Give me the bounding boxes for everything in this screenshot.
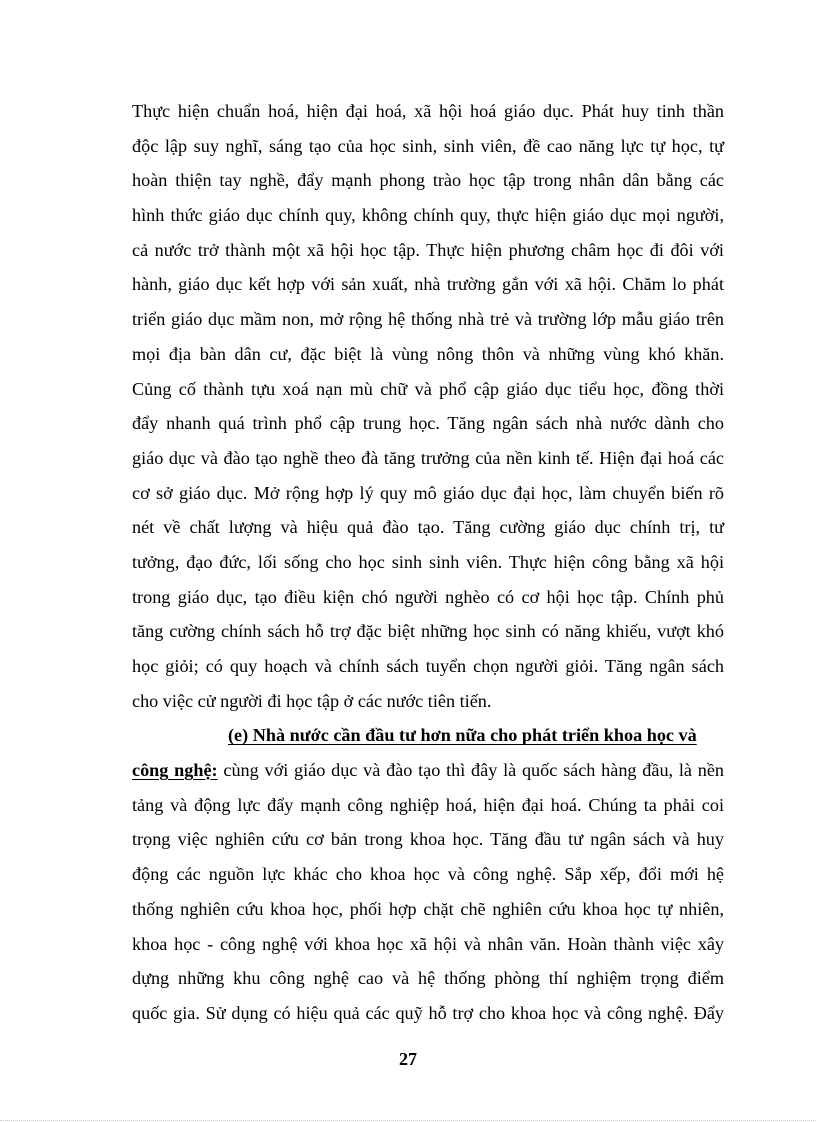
text-line: tảng và động lực đẩy mạnh công nghiệp hoá, hiện đại hoá. Chúng ta phải coi	[132, 794, 724, 815]
text-line: trong giáo dục, tạo điều kiện chó người nghèo có cơ hội học tập. Chính phủ	[132, 586, 724, 607]
text-line: hành, giáo dục kết hợp với sản xuất, nhà trường gắn với xã hội. Chăm lo phát	[132, 274, 724, 295]
text-line: hoàn thiện tay nghề, đẩy mạnh phong trào học tập trong nhân dân bằng các	[132, 170, 724, 191]
text-line: cả nước trở thành một xã hội học tập. Thực hiện phương châm học đi đôi với	[132, 239, 724, 260]
text-line: động các nguồn lực khác cho khoa học và công nghệ. Sắp xếp, đổi mới hệ	[132, 864, 724, 885]
text-line: mọi địa bàn dân cư, đặc biệt là vùng nông thôn và những vùng khó khăn.	[132, 343, 724, 364]
heading-text: (e) Nhà nước cần đầu tư hơn nữa cho phát triển khoa học và	[228, 725, 697, 746]
text-line: Thực hiện chuẩn hoá, hiện đại hoá, xã hội hoá giáo dục. Phát huy tinh thần	[132, 101, 724, 121]
section-heading-science	[132, 718, 724, 787]
page-number: 27	[399, 1049, 417, 1069]
text-line: hình thức giáo dục chính quy, không chính quy, thực hiện giáo dục mọi người,	[132, 205, 724, 226]
text-line: giáo dục và đào tạo nghề theo đà tăng trưởng của nền kinh tế. Hiện đại hoá các	[132, 447, 724, 468]
text-line: cơ sở giáo dục. Mở rộng hợp lý quy mô giáo dục đại học, làm chuyển biến rõ	[132, 482, 724, 503]
text-line: dựng những khu công nghệ cao và hệ thống phòng thí nghiệm trọng điểm	[132, 968, 724, 989]
text-line: tăng cường chính sách hỗ trợ đặc biệt những học sinh có năng khiếu, vượt khó	[132, 621, 724, 642]
text-line: học giỏi; có quy hoạch và chính sách tuyển chọn người giỏi. Tăng ngân sách	[132, 656, 724, 676]
heading-continuation: công nghệ:	[132, 760, 218, 781]
heading-line	[132, 718, 724, 753]
text-line: triển giáo dục mầm non, mở rộng hệ thống nhà trẻ và trường lớp mẫu giáo trên	[132, 309, 724, 330]
paragraph-science	[132, 788, 724, 1031]
page-bottom-border	[0, 1120, 816, 1121]
text-line	[132, 753, 724, 788]
text-line: trọng việc nghiên cứu cơ bản trong khoa học. Tăng đầu tư ngân sách và huy	[132, 829, 724, 850]
paragraph-education	[132, 94, 724, 718]
text-line: quốc gia. Sử dụng có hiệu quả các quỹ hỗ trợ cho khoa học và công nghệ. Đẩy	[132, 1002, 724, 1023]
text-line: khoa học - công nghệ với khoa học xã hội và nhân văn. Hoàn thành việc xây	[132, 933, 724, 954]
text-line: nét về chất lượng và hiệu quả đào tạo. Tăng cường giáo dục chính trị, tư	[132, 517, 724, 538]
text-line: độc lập suy nghĩ, sáng tạo của học sinh, sinh viên, đề cao năng lực tự học, tự	[132, 135, 724, 156]
text-line: cho việc cử người đi học tập ở các nước tiên tiến.	[132, 690, 492, 711]
text-line: thống nghiên cứu khoa học, phối hợp chặt chẽ nghiên cứu khoa học tự nhiên,	[132, 898, 724, 919]
body-text	[132, 94, 724, 1031]
text-line: đẩy nhanh quá trình phổ cập trung học. Tăng ngân sách nhà nước dành cho	[132, 413, 724, 434]
text-line: Củng cố thành tựu xoá nạn mù chữ và phổ cập giáo dục tiểu học, đồng thời	[132, 378, 724, 399]
heading-line-rest: cùng với giáo dục và đào tạo thì đây là quốc sách hàng đầu, là nền	[217, 760, 725, 781]
text-line: tưởng, đạo đức, lối sống cho học sinh sinh viên. Thực hiện công bằng xã hội	[132, 551, 724, 572]
